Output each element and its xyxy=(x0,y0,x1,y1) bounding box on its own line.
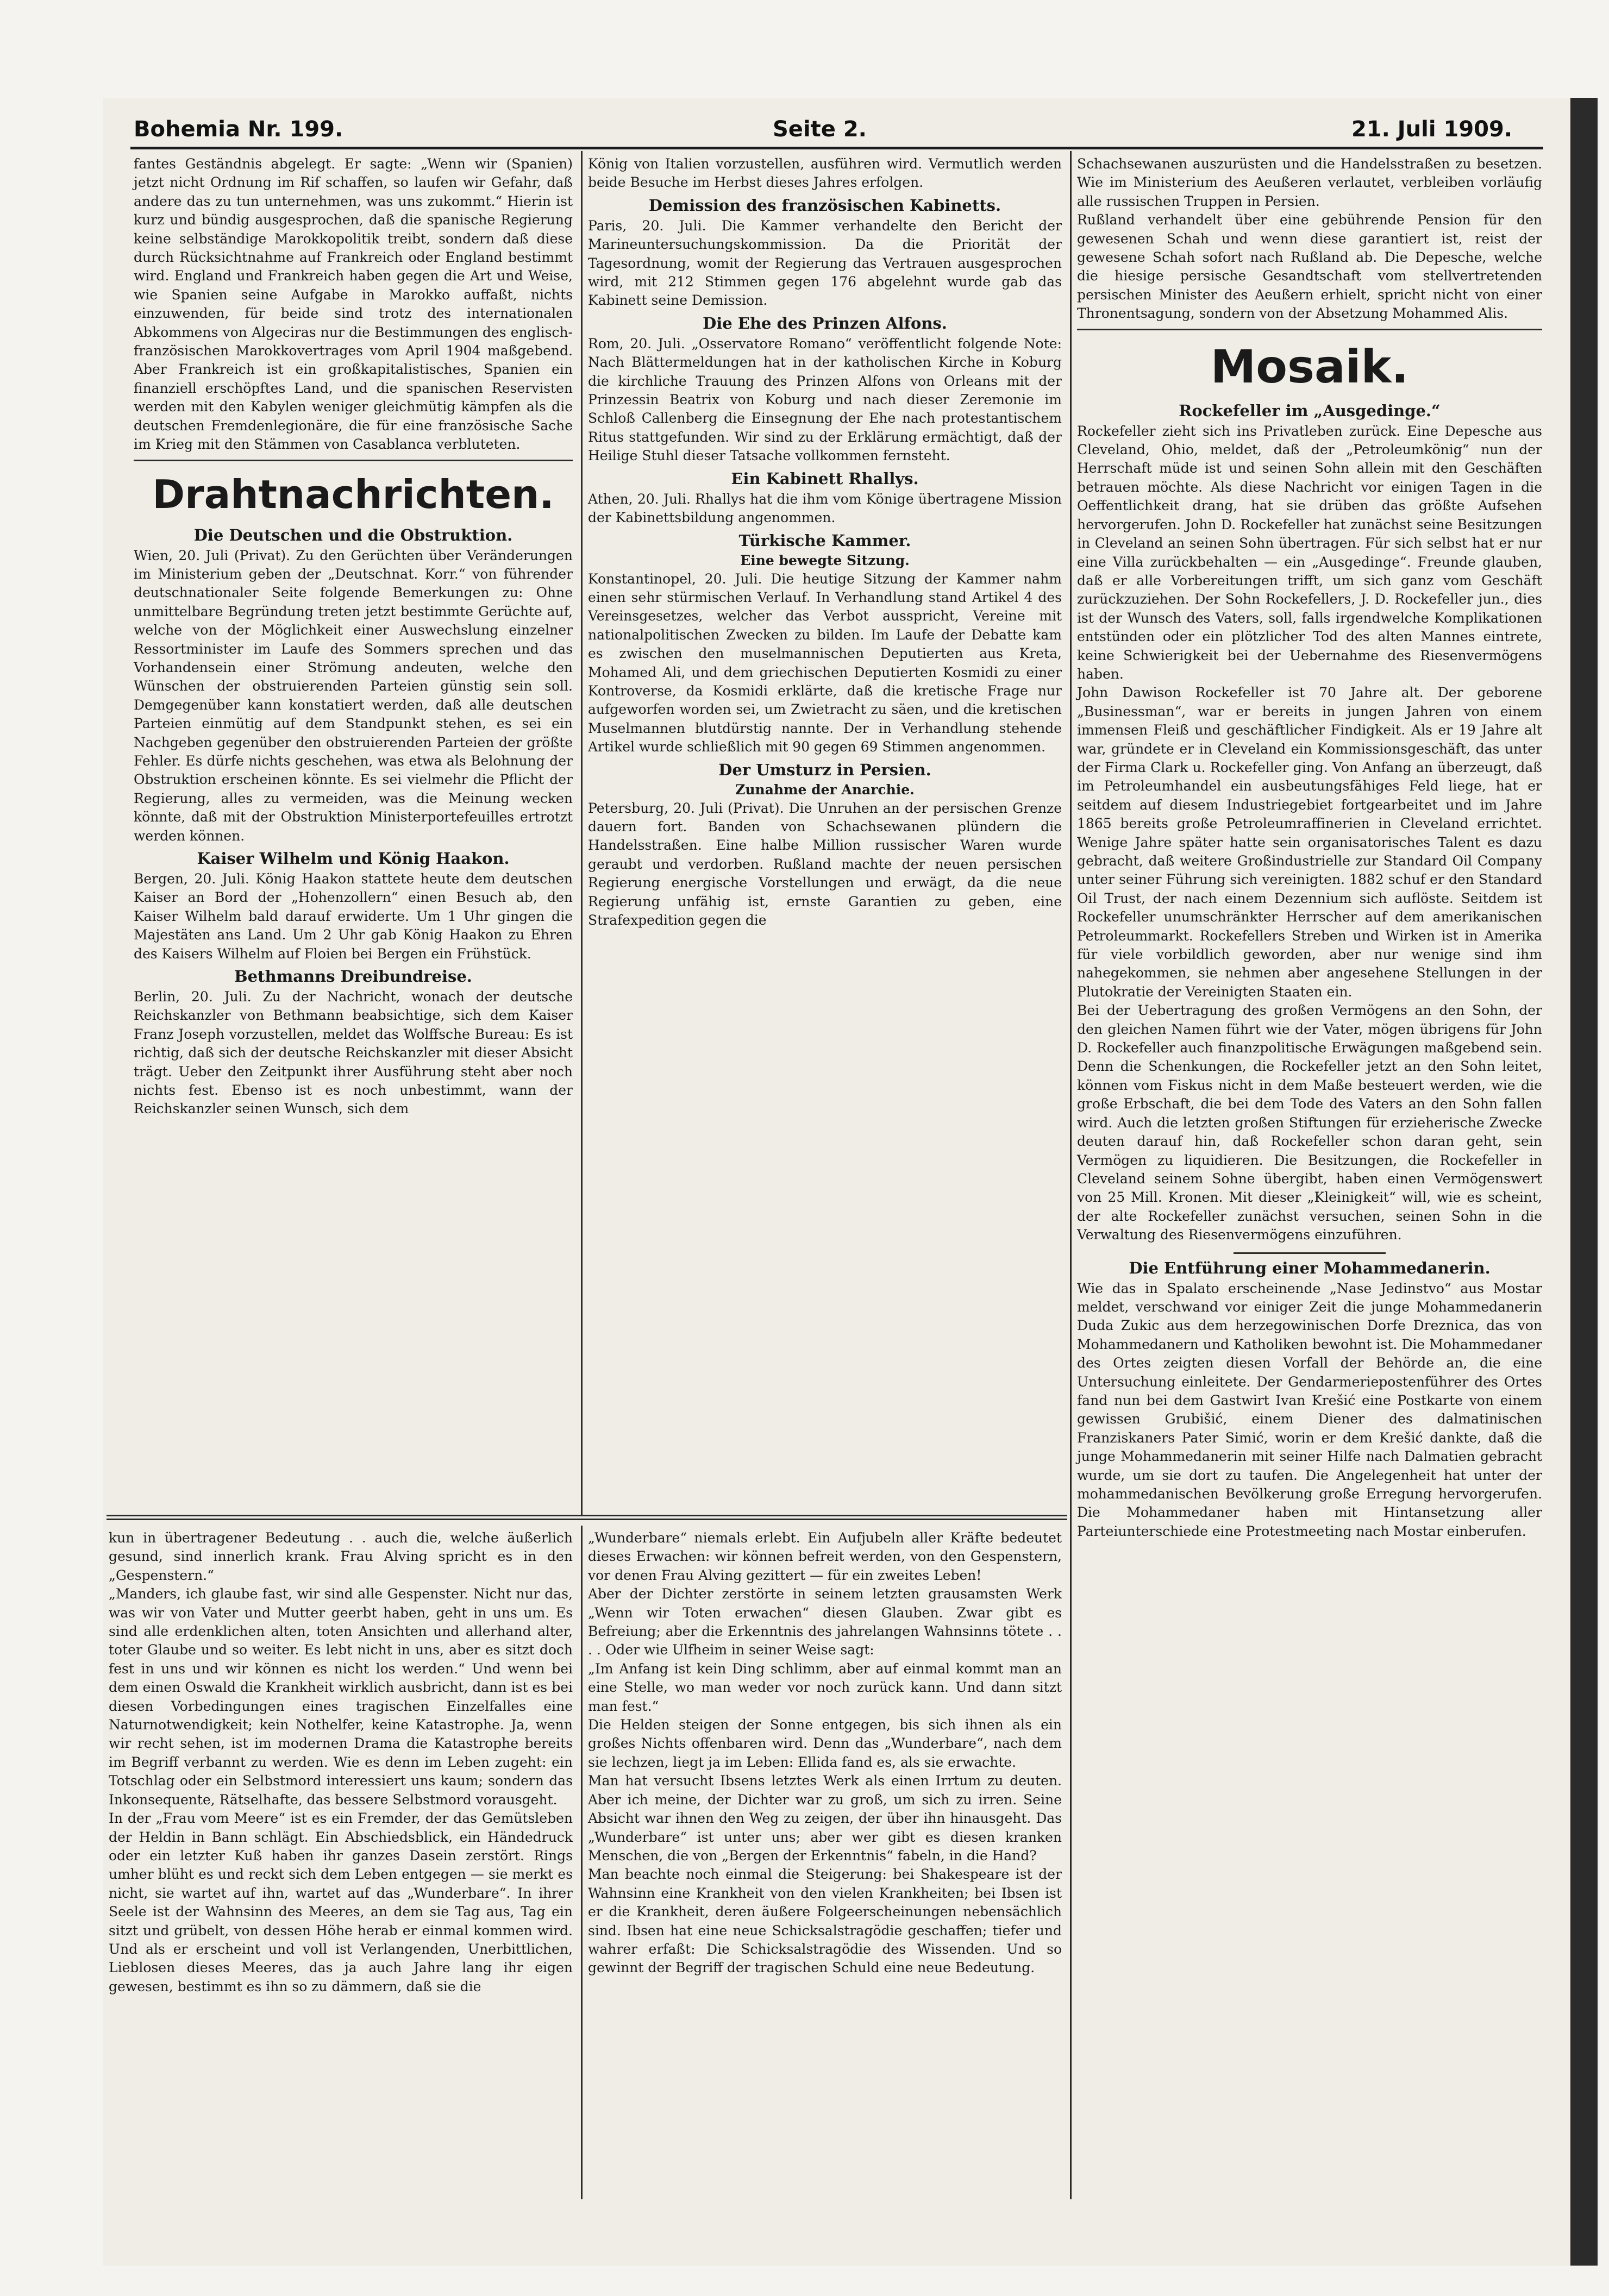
column-rule xyxy=(581,151,583,1515)
section-title-drahtnachrichten: Drahtnachrichten. xyxy=(152,471,554,517)
article-entfuehrung: Wie das in Spalato erscheinende „Nase Jedinstvo“ aus Mostar meldet, verschwand vor einiger Zeit die junge Mohammedanerin Duda Zukic aus dem herzegowinischen Dorfe Dreznica, das von Mohammedanern und Katholiken bewohnt ist. Die Mohammedaner des Ortes zeigten diesen Vorfall der Behörde an, die eine Untersuchung einleitete. Der Gendarmeriepostenführer des Ortes fand nun bei dem Gastwirt Ivan Krešić eine Postkarte von einem gewissen Grubišić, einem Diener des dalmatinischen Franziskaners Pater Simić, worin er dem Krešić dankte, daß die junge Mohammedanerin mit seiner Hilfe nach Dalmatien gebracht wurde, um sie dort zu taufen. Die Angelegenheit hat unter der mohammedanischen Bevölkerung große Erregung hervorgerufen. Die Mohammedaner haben mit Hintansetzung aller Parteiunterschiede eine Protestmeeting nach Mostar einberufen. xyxy=(1077,1280,1542,1539)
column-rule xyxy=(1070,151,1072,2199)
article-continuation-morocco: fantes Geständnis abgelegt. Er sagte: „Wenn wir (Spanien) jetzt nicht Ordnung im Rif schaffen, so laufen wir Gefahr, daß andere das zu tun unternehmen, was uns zukommt.“ Hierin ist kurz und bündig ausgesprochen, daß die spanische Regierung keine selbständige Marokkopolitik treibt, sondern daß diese durch Rücksichtnahme auf Frankreich oder England bestimmt wird. England und Frankreich haben gegen die Art und Weise, wie Spanien seine Aufgabe in Marokko auffaßt, nichts einzuwenden, für beide sind trotz des internationalen Abkommens von Algeciras nur die Bestimmungen des englisch-französischen Marokkovertrages vom April 1904 maßgebend. Aber Frankreich ist ein großkapitalistisches, Spanien ein finanziell erschöpftes Land, und die spanischen Reservisten werden mit den Kabylen weniger gleichmütig kämpfen als die deutschen Fremdenlegionäre, die für eine französische Sache im Krieg mit den Stämmen von Casablanca verbluteten. xyxy=(134,156,573,453)
headline-bethmann: Bethmanns Dreibundreise. xyxy=(234,967,472,986)
headline-rhallys: Ein Kabinett Rhallys. xyxy=(731,469,919,488)
feuilleton-column-1 xyxy=(109,1529,573,2198)
header-paper-issue: Bohemia Nr. 199. xyxy=(134,117,343,142)
article-rhallys: Athen, 20. Juli. Rhallys hat die ihm vom Könige übertragene Mission der Kabinettsbildung angenommen. xyxy=(588,491,1062,526)
headline-rockefeller: Rockefeller im „Ausgedinge.“ xyxy=(1179,401,1441,420)
article-continuation-italy: König von Italien vorzustellen, ausführen wird. Vermutlich werden beide Besuche im Herbst dieses Jahres erfolgen. xyxy=(588,156,1062,191)
column-3 xyxy=(1077,155,1542,2198)
feuilleton-paragraph: „Manders, ich glaube fast, wir sind alle Gespenster. Nicht nur das, was wir von Vater und Mutter geerbt haben, geht in uns um. Es sind alle erdenklichen alten, toten Ansichten und allerhand alter, toter Glaube und so weiter. Es lebt nicht in uns, aber es sitzt doch fest in uns und wir können es nicht los werden.“ Und wenn bei dem einen Oswald die Krankheit wirklich ausbricht, dann ist es bei diesen Vorbedingungen eines tragischen Einzelfalles eine Naturnotwendigkeit; kein Nothelfer, keine Katastrophe. Ja, wenn wir recht sehen, ist im modernen Drama die Katastrophe bereits im Begriff verbannt zu werden. Wie es denn im Leben zugeht: ein Totschlag oder ein Selbstmord interessiert uns kaum; sondern das Inkonsequente, Rätselhafte, das bessere Selbstmord vorausgeht. xyxy=(109,1586,573,1808)
article-bethmann: Berlin, 20. Juli. Zu der Nachricht, wonach der deutsche Reichskanzler von Bethmann beabsichtige, sich dem Kaiser Franz Joseph vorzustellen, meldet das Wolffsche Bureau: Es ist richtig, daß sich der deutsche Reichskanzler mit dieser Absicht trägt. Ueber den Zeitpunkt ihrer Ausführung steht aber noch nichts fest. Ebenso ist es noch unbestimmt, wann der Reichskanzler seinen Wunsch, sich dem xyxy=(134,989,573,1117)
feuilleton-separator xyxy=(107,1515,1067,1520)
subheadline-persien: Zunahme der Anarchie. xyxy=(735,781,915,798)
article-obstruktion: Wien, 20. Juli (Privat). Zu den Gerüchten über Veränderungen im Ministerium geben der „Deutschnat. Korr.“ von führender deutschnationaler Seite folgende Bemerkungen zu: Ohne unmittelbare Begründung treten jetzt bestimmte Gerüchte auf, welche von der Möglichkeit einer Auswechslung einzelner Ressortminister im Laufe des Sommers sprechen und das Vorhandensein einer Strömung andeuten, welche den Wünschen der obstruierenden Parteien günstig sein soll. Demgegenüber kann konstatiert werden, daß alle deutschen Parteien einmütig auf dem Standpunkt stehen, es sei ein Nachgeben gegenüber den obstruierenden Parteien der größte Fehler. Es dürfe nichts geschehen, was etwa als Belohnung der Obstruktion erscheinen könnte. Es sei vielmehr die Pflicht der Regierung, alles zu vermeiden, was die Meinung wecken könnte, daß mit der Obstruktion Ministerportefeuilles ertrotzt werden können. xyxy=(134,547,573,844)
headline-demission: Demission des französischen Kabinetts. xyxy=(648,196,1001,215)
column-rule xyxy=(581,1526,583,2199)
section-rule xyxy=(134,460,573,461)
column-1 xyxy=(134,155,573,1510)
article-kammer: Konstantinopel, 20. Juli. Die heutige Sitzung der Kammer nahm einen sehr stürmischen Verlauf. In Verhandlung stand Artikel 4 des Vereinsgesetzes, welcher das Verbot ausspricht, Vereine mit nationalpolitischen Zwecken zu bilden. Im Laufe der Debatte kam es zwischen den muselmannischen Deputierten aus Kreta, Mohamed Ali, und dem griechischen Deputierten Kosmidi zu einer Kontroverse, da Kosmidi erklärte, daß die kretische Frage nur aufgeworfen worden sei, um Zwietracht zu säen, und die kretischen Muselmannen blutdürstig nannte. Der in Verhandlung stehende Artikel wurde schließlich mit 90 gegen 69 Stimmen angenommen. xyxy=(588,570,1062,755)
feuilleton-column-2 xyxy=(588,1529,1062,2198)
headline-entfuehrung: Die Entführung einer Mohammedanerin. xyxy=(1129,1258,1491,1277)
scan-edge xyxy=(1570,98,1598,2266)
header-date: 21. Juli 1909. xyxy=(1351,117,1513,142)
feuilleton-paragraph: Die Helden steigen der Sonne entgegen, bis sich ihnen als ein großes Nichts offenbaren wird. Denn das „Wunderbare“, nach dem sie lechzen, liegt ja im Leben: Ellida fand es, als sie erwachte. xyxy=(588,1717,1062,1770)
feuilleton-paragraph: Man hat versucht Ibsens letztes Werk als einen Irrtum zu deuten. Aber ich meine, der Dichter war zu groß, um sich zu irren. Seine Absicht war ihnen den Weg zu zeigen, der über ihn hinausgeht. Das „Wunderbare“ ist unter uns; aber wer gibt es diesen kranken Menschen, die von „Bergen der Erkenntnis“ fabeln, in die Hand? xyxy=(588,1773,1062,1864)
section-rule xyxy=(1077,329,1542,330)
section-title-mosaik: Mosaik. xyxy=(1210,340,1409,393)
article-alfons: Rom, 20. Juli. „Osservatore Romano“ veröffentlicht folgende Note: Nach Blättermeldungen hat in der katholischen Kirche in Koburg die kirchliche Trauung des Prinzen Alfons von Orleans mit der Prinzessin Beatrix von Koburg und nach dieser Zeremonie im Schloß Callenberg die Einsegnung der Ehe nach protestantischem Ritus stattgefunden. Wir sind zu der Erklärung ermächtigt, daß der Heilige Stuhl dieser Tatsache vollkommen fernsteht. xyxy=(588,335,1062,464)
feuilleton-paragraph: Man beachte noch einmal die Steigerung: bei Shakespeare ist der Wahnsinn eine Krankheit von den vielen Krankheiten; bei Ibsen ist er die Krankheit, deren äußere Folgeerscheinungen nebensächlich sind. Ibsen hat eine neue Schicksalstragödie geschaffen; tiefer und wahrer erfaßt: Die Schicksalstragödie des Wissenden. Und so gewinnt der Begriff der tragischen Schuld eine neue Bedeutung. xyxy=(588,1866,1062,1976)
article-rockefeller-1: Rockefeller zieht sich ins Privatleben zurück. Eine Depesche aus Cleveland, Ohio, meldet, daß der „Petroleumkönig“ nun der Herrschaft müde ist und seinen Sohn allein mit den Geschäften betrauen möchte. Als diese Nachricht vor einigen Tagen in die Oeffentlichkeit drang, hat sie drüben das größte Aufsehen hervorgerufen. John D. Rockefeller hat zunächst seine Besitzungen in Cleveland an seinen Sohn übertragen. Für sich selbst hat er nur eine Villa zurückbehalten — ein „Ausgedinge“. Freunde glauben, daß er alle Vorbereitungen trifft, um sich ganz vom Geschäft zurückzuziehen. Der Sohn Rockefellers, J. D. Rockefeller jun., dies ist der Wunsch des Vaters, soll, falls irgendwelche Komplikationen entstünden oder ein plötzlicher Tod des alten Mannes eintrete, keine Schwierigkeit bei der Uebernahme des Riesenvermögens haben. xyxy=(1077,423,1542,682)
header-page-number: Seite 2. xyxy=(773,117,867,142)
headline-obstruktion: Die Deutschen und die Obstruktion. xyxy=(193,525,513,544)
feuilleton-paragraph: kun in übertragener Bedeutung . . auch die, welche äußerlich gesund, sind innerlich krank. Frau Alving spricht es in den „Gespenstern.“ xyxy=(109,1530,573,1583)
column-2 xyxy=(588,155,1062,1510)
article-rockefeller-3: Bei der Uebertragung des großen Vermögens an den Sohn, der den gleichen Namen führt wie der Vater, mögen übrigens für John D. Rockefeller auch finanzpolitische Erwägungen maßgebend sein. Denn die Schenkungen, die Rockefeller jetzt an den Sohn leitet, können vom Fiskus nicht in dem Maße besteuert werden, wie die große Erbschaft, die bei dem Tode des Vaters an den Sohn fallen wird. Auch die letzten großen Stiftungen für erzieherische Zwecke deuten darauf hin, daß Rockefeller schon daran geht, sein Vermögen zu liquidieren. Die Besitzungen, die Rockefeller in Cleveland seinem Sohne übergibt, haben einen Vermögenswert von 25 Mill. Kronen. Mit dieser „Kleinigkeit“ will, wie es scheint, der alte Rockefeller zunächst versuchen, seinen Sohn in die Verwaltung des Riesenvermögens einzuführen. xyxy=(1077,1002,1542,1243)
feuilleton-paragraph: „Wunderbare“ niemals erlebt. Ein Aufjubeln aller Kräfte bedeutet dieses Erwachen: wir können befreit werden, von den Gespenstern, vor denen Frau Alving gezittert — für ein zweites Leben! xyxy=(588,1530,1062,1583)
article-haakon: Bergen, 20. Juli. König Haakon stattete heute dem deutschen Kaiser an Bord der „Hohenzollern“ einen Besuch ab, den Kaiser Wilhelm bald darauf erwiderte. Um 1 Uhr gingen die Majestäten ans Land. Um 2 Uhr gab König Haakon zu Ehren des Kaisers Wilhelm auf Floien bei Bergen ein Frühstück. xyxy=(134,871,573,962)
subheadline-kammer: Eine bewegte Sitzung. xyxy=(740,552,910,568)
headline-haakon: Kaiser Wilhelm und König Haakon. xyxy=(197,849,510,868)
article-demission: Paris, 20. Juli. Die Kammer verhandelte den Bericht der Marineuntersuchungskommission. Da die Priorität der Tagesordnung, womit der Regierung das Vertrauen ausgesprochen wird, mit 212 Stimmen gegen 176 abgelehnt wurde gab das Kabinett seine Demission. xyxy=(588,217,1062,309)
feuilleton-paragraph: „Im Anfang ist kein Ding schlimm, aber auf einmal kommt man an eine Stelle, wo man weder vor noch zurück kann. Und dann sitzt man fest.“ xyxy=(588,1660,1062,1714)
article-persien: Petersburg, 20. Juli (Privat). Die Unruhen an der persischen Grenze dauern fort. Banden von Schachsewanen plündern die Handelsstraßen. Eine halbe Million russischer Waren wurde geraubt und verdorben. Rußland machte der neuen persischen Regierung energische Vorstellungen und erwägt, da die neue Regierung unfähig ist, ernste Garantien zu geben, eine Strafexpedition gegen die xyxy=(588,800,1062,928)
feuilleton-paragraph: In der „Frau vom Meere“ ist es ein Fremder, der das Gemütsleben der Heldin in Bann schlägt. Ein Abschiedsblick, ein Händedruck oder ein letzter Kuß haben ihr ganzes Dasein zerstört. Rings umher blüht es und reckt sich dem Leben entgegen — sie merkt es nicht, sie wartet auf ihn, wartet auf das „Wunderbare“. In ihrer Seele ist der Wahnsinn des Meeres, an dem sie Tag aus, Tag ein sitzt und grübelt, von dessen Höhe herab er einmal kommen wird. Und als er erscheint und voll ist Verlangenden, Unerbittlichen, Lieblosen dieses Meeres, das ja auch Jahre lang ihr eigen gewesen, bestimmt es ihn so zu dämmern, daß sie die xyxy=(109,1810,573,1994)
header-rule xyxy=(130,147,1543,149)
article-continuation-persia: Schachsewanen auszurüsten und die Handelsstraßen zu besetzen. Wie im Ministerium des Aeußeren verlautet, verbleiben vorläufig alle russischen Truppen in Persien. xyxy=(1077,156,1542,209)
headline-kammer: Türkische Kammer. xyxy=(738,531,911,550)
article-rule xyxy=(1234,1252,1386,1254)
feuilleton-paragraph: Aber der Dichter zerstörte in seinem letzten grausamsten Werk „Wenn wir Toten erwachen“ diesen Glauben. Zwar gibt es Befreiung; aber die Erkenntnis des jahrelangen Wahnsinns tötete . . . . Oder wie Ulfheim in seiner Weise sagt: xyxy=(588,1586,1062,1658)
headline-persien: Der Umsturz in Persien. xyxy=(718,760,931,779)
article-rockefeller-2: John Dawison Rockefeller ist 70 Jahre alt. Der geborene „Businessman“, war er bereits in jungen Jahren von einem immensen Fleiß und geschäftlicher Findigkeit. Als er 19 Jahre alt war, gründete er in Cleveland ein Kommissionsgeschäft, das unter der Firma Clark u. Rockefeller ging. Von Anfang an überzeugt, daß im Petroleumhandel ein ausbeutungsfähiges Feld liege, hat er seitdem auf diesem Industriegebiet fortgearbeitet und im Jahre 1865 bereits große Petroleumraffinerien in Cleveland errichtet. Wenige Jahre später hatte sein organisatorisches Talent es dazu gebracht, daß weitere Großindustrielle zur Standard Oil Company unter seiner Führung sich vereinigten. 1882 schuf er den Standard Oil Trust, der nach einem Dezennium sich auflöste. Seitdem ist Rockefeller unumschränkter Herrscher auf dem amerikanischen Petroleummarkt. Rockefellers Streben und Wirken ist in Amerika für viele vorbildlich geworden, aber nur wenige sind ihm nahegekommen, sie nehmen aber angesehene Stellungen in der Plutokratie der Vereinigten Staaten ein. xyxy=(1077,685,1542,1000)
headline-alfons: Die Ehe des Prinzen Alfons. xyxy=(703,313,947,333)
article-persia-pension: Rußland verhandelt über eine gebührende Pension für den gewesenen Schah und wenn diese garantiert ist, reist der gewesene Schah sofort nach Rußland ab. Die Depesche, welche die hiesige persische Gesandtschaft vom stellvertretenden persischen Minister des Aeußern erhielt, spricht nicht von einer Thronentsagung, sondern von der Absetzung Mohammed Alis. xyxy=(1077,212,1542,322)
